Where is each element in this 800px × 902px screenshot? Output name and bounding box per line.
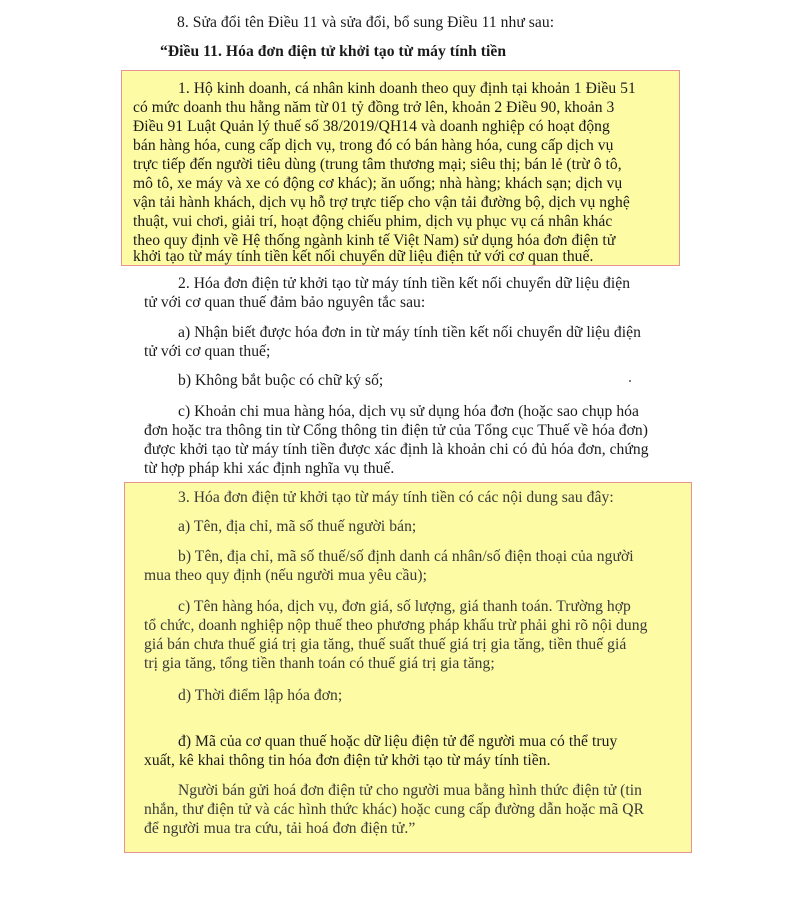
- clause-2c-line: từ hợp pháp khi xác định nghĩa vụ thuế.: [144, 460, 395, 477]
- clause-1-line: có mức doanh thu hằng năm từ 01 tỷ đồng trở lên, khoản 2 Điều 90, khoản 3: [133, 99, 615, 116]
- clause-1-line: bán hàng hóa, cung cấp dịch vụ, trong đó có bán hàng hóa, cung cấp dịch vụ: [133, 137, 614, 154]
- clause-2a-line: tử với cơ quan thuế;: [144, 343, 271, 360]
- section-intro: 8. Sửa đổi tên Điều 11 và sửa đổi, bổ sung Điều 11 như sau:: [177, 14, 555, 31]
- clause-2-line: 2. Hóa đơn điện tử khởi tạo từ máy tính tiền kết nối chuyển dữ liệu điện: [178, 275, 631, 292]
- closing-paragraph-line: nhắn, thư điện tử và các hình thức khác) hoặc cung cấp đường dẫn hoặc mã QR: [144, 801, 645, 818]
- article-title: “Điều 11. Hóa đơn điện tử khởi tạo từ máy tính tiền: [160, 43, 507, 60]
- clause-1-line: Điều 91 Luật Quản lý thuế số 38/2019/QH14 và doanh nghiệp có hoạt động: [133, 118, 610, 135]
- clause-3a: a) Tên, địa chỉ, mã số thuế người bán;: [178, 518, 417, 535]
- clause-3c-line: giá bán chưa thuế giá trị gia tăng, thuế suất thuế giá trị gia tăng, tiền thuế giá: [144, 636, 627, 653]
- clause-3dd-line: xuất, kê khai thông tin hóa đơn điện tử khởi tạo từ máy tính tiền.: [144, 752, 551, 769]
- clause-2c-line: được khởi tạo từ máy tính tiền được xác định là khoản chi có đủ hóa đơn, chứng: [144, 441, 649, 458]
- clause-3b-line: mua theo quy định (nếu người mua yêu cầu);: [144, 567, 427, 584]
- clause-2c-line: đơn hoặc tra thông tin từ Cổng thông tin điện tử của Tổng cục Thuế về hóa đơn): [144, 422, 649, 439]
- clause-1-line: vận tải hành khách, dịch vụ hỗ trợ trực tiếp cho vận tải đường bộ, dịch vụ nghệ: [133, 194, 630, 211]
- clause-2a-line: a) Nhận biết được hóa đơn in từ máy tính tiền kết nối chuyển dữ liệu điện: [178, 324, 641, 341]
- clause-3dd-line: đ) Mã của cơ quan thuế hoặc dữ liệu điện tử để người mua có thể truy: [178, 733, 618, 750]
- closing-paragraph-line: Người bán gửi hoá đơn điện tử cho người mua bằng hình thức điện tử (tin: [178, 782, 643, 799]
- clause-1-line: thuật, vui chơi, giải trí, hoạt động chiếu phim, dịch vụ phục vụ cá nhân khác: [133, 213, 613, 230]
- clause-2b: b) Không bắt buộc có chữ ký số;: [178, 372, 384, 389]
- clause-3d: d) Thời điểm lập hóa đơn;: [178, 687, 343, 704]
- clause-1-line: mô tô, xe máy và xe có động cơ khác); ăn uống; nhà hàng; khách sạn; dịch vụ: [133, 175, 623, 192]
- clause-3: 3. Hóa đơn điện tử khởi tạo từ máy tính tiền có các nội dung sau đây:: [178, 489, 614, 506]
- clause-3c-line: trị gia tăng, tổng tiền thanh toán có thuế giá trị gia tăng;: [144, 655, 495, 672]
- clause-1-line: 1. Hộ kinh doanh, cá nhân kinh doanh theo quy định tại khoản 1 Điều 51: [178, 80, 636, 97]
- clause-1-line: theo quy định về Hệ thống ngành kinh tế Việt Nam) sử dụng hóa đơn điện tử: [133, 232, 616, 249]
- clause-1-line: trực tiếp đến người tiêu dùng (trung tâm thương mại; siêu thị; bán lẻ (trừ ô tô,: [133, 156, 622, 173]
- scan-speck: [629, 380, 631, 382]
- clause-2-line: tử với cơ quan thuế đảm bảo nguyên tắc sau:: [144, 294, 426, 311]
- closing-paragraph-line: để người mua tra cứu, tải hoá đơn điện tử.”: [144, 820, 416, 837]
- clause-3c-line: tổ chức, doanh nghiệp nộp thuế theo phương pháp khấu trừ phải ghi rõ nội dung: [144, 617, 648, 634]
- clause-3b-line: b) Tên, địa chỉ, mã số thuế/số định danh cá nhân/số điện thoại của người: [178, 548, 634, 565]
- clause-2c-line: c) Khoản chi mua hàng hóa, dịch vụ sử dụng hóa đơn (hoặc sao chụp hóa: [178, 403, 639, 420]
- clause-3c-line: c) Tên hàng hóa, dịch vụ, đơn giá, số lượng, giá thanh toán. Trường hợp: [178, 598, 631, 615]
- clause-1-line: khởi tạo từ máy tính tiền kết nối chuyển dữ liệu điện tử với cơ quan thuế.: [133, 248, 594, 265]
